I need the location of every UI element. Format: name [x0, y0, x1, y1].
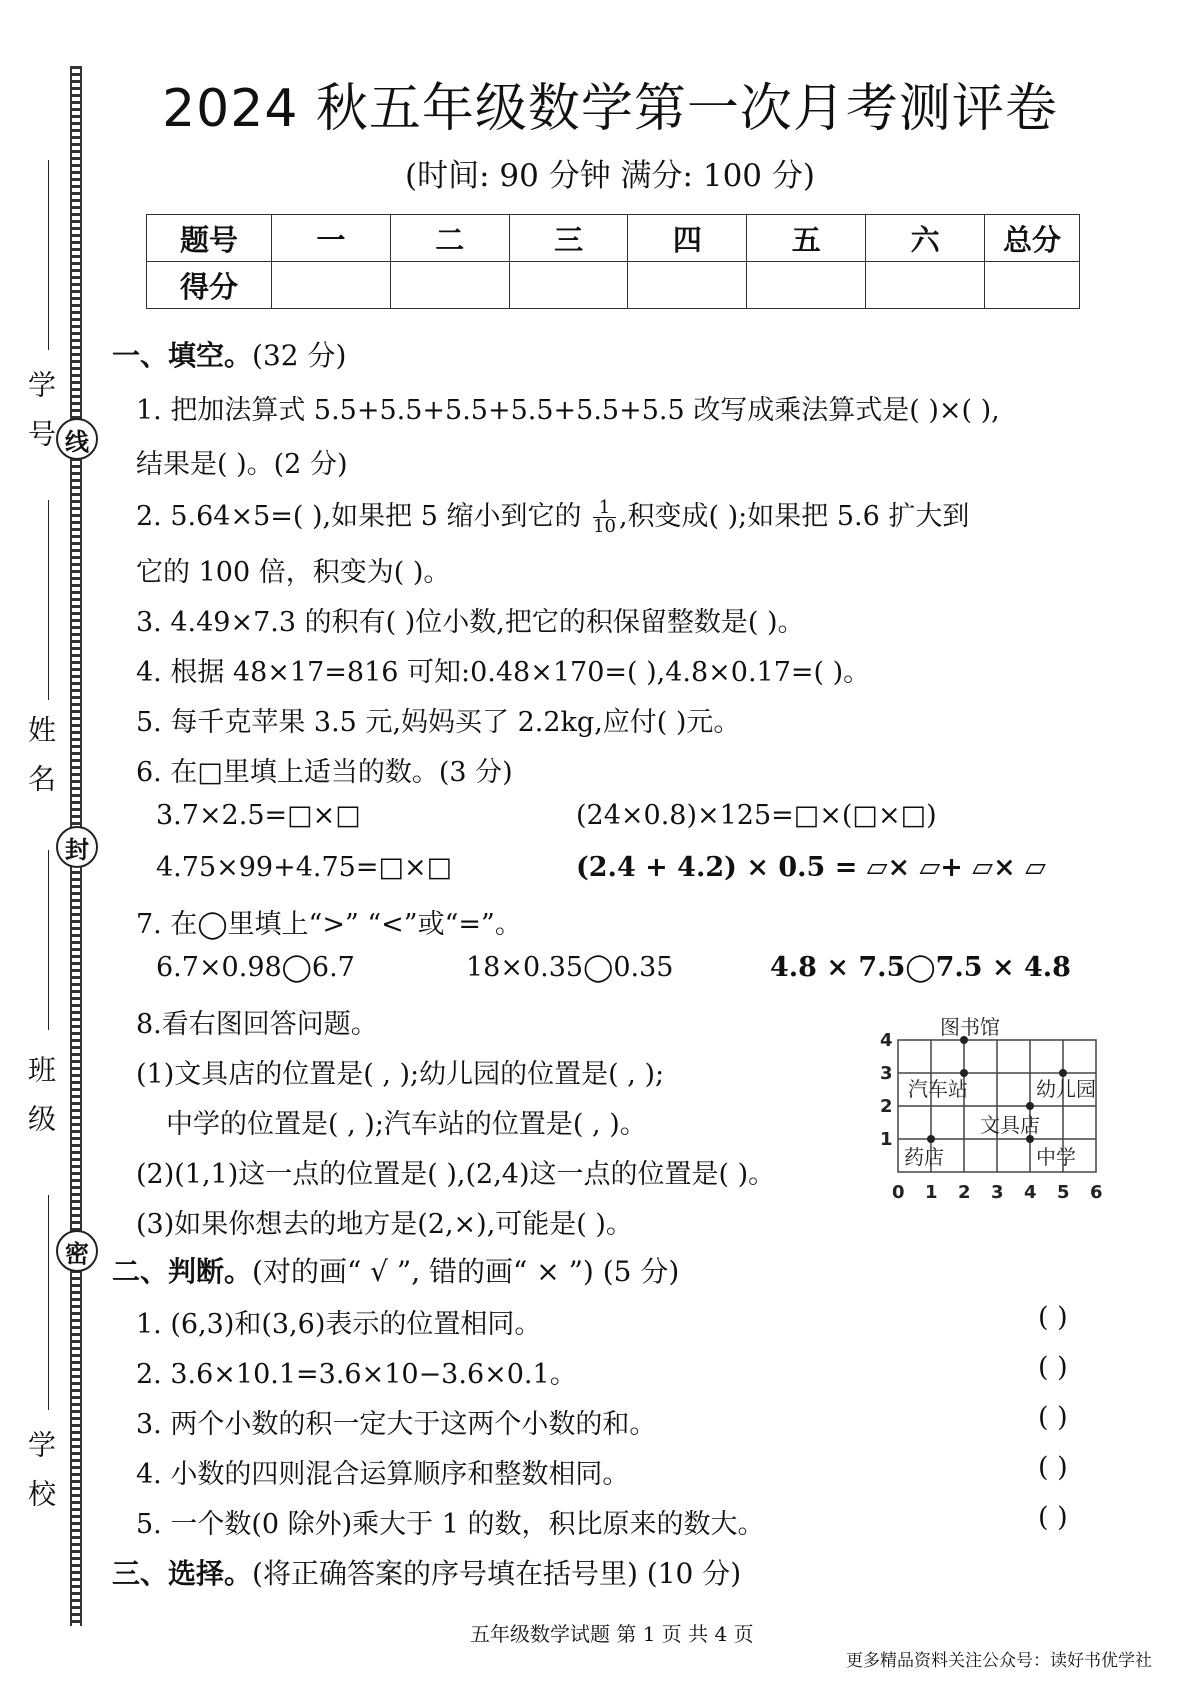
fraction-numerator: 1 — [593, 499, 616, 518]
school-line — [48, 1195, 49, 1410]
section2-instruction: (对的画“ √ ”, 错的画“ × ”) (5 分) — [252, 1255, 680, 1288]
q6-equation-b: (24×0.8)×125=□×(□×□) — [576, 800, 937, 831]
student-id-line — [48, 160, 49, 350]
score-cell[interactable] — [272, 262, 391, 309]
class-label: 班 级 — [24, 1055, 57, 1138]
seal-xian: 线 — [56, 418, 98, 460]
judge-answer-blank[interactable]: ( ) — [1038, 1352, 1068, 1383]
map-label-school: 中学 — [1036, 1145, 1076, 1169]
student-id-label: 学 号 — [24, 370, 57, 453]
map-x-tick: 2 — [958, 1182, 971, 1203]
map-point-bus-station — [960, 1069, 968, 1077]
score-header-cell: 六 — [866, 215, 985, 262]
map-y-tick: 4 — [880, 1030, 893, 1051]
exam-info: (时间: 90 分钟 满分: 100 分) — [405, 158, 815, 194]
score-cell[interactable] — [390, 262, 509, 309]
section3-heading — [112, 1552, 741, 1592]
q2-text-pre: 2. 5.64×5=( ),如果把 5 缩小到它的 — [136, 501, 591, 532]
q7-line: 7. 在◯里填上“>” “<”或“=”。 — [136, 909, 522, 940]
q3-line: 3. 4.49×7.3 的积有( )位小数,把它的积保留整数是( )。 — [136, 607, 805, 638]
map-y-tick: 1 — [880, 1129, 893, 1150]
map-x-tick: 0 — [892, 1182, 905, 1203]
q8-line: 8.看右图回答问题。 — [136, 1009, 378, 1040]
section3-title: 三、选择。 — [112, 1557, 253, 1590]
judge-item: 5. 一个数(0 除外)乘大于 1 的数，积比原来的数大。 — [136, 1509, 765, 1540]
map-label-kindergarten: 幼儿园 — [1036, 1077, 1096, 1101]
q6-equation-d: (2.4 + 4.2) × 0.5 = ▱× ▱+ ▱× ▱ — [576, 852, 1046, 883]
q1-line-a: 1. 把加法算式 5.5+5.5+5.5+5.5+5.5+5.5 改写成乘法算式是( )×( ), — [136, 395, 1000, 426]
map-x-tick: 1 — [925, 1182, 938, 1203]
map-y-tick: 2 — [880, 1096, 893, 1117]
map-x-tick: 6 — [1090, 1182, 1103, 1203]
judge-answer-blank[interactable]: ( ) — [1038, 1502, 1068, 1533]
q5-line: 5. 每千克苹果 3.5 元,妈妈买了 2.2kg,应付( )元。 — [136, 707, 741, 738]
section2-heading — [112, 1250, 679, 1290]
judge-item: 3. 两个小数的积一定大于这两个小数的和。 — [136, 1409, 657, 1440]
q6-equation-c: 4.75×99+4.75=□×□ — [156, 852, 453, 883]
score-header-cell: 四 — [628, 215, 747, 262]
map-x-tick: 3 — [991, 1182, 1004, 1203]
score-header-cell: 总分 — [985, 215, 1080, 262]
q8-part3: (3)如果你想去的地方是(2,×),可能是( )。 — [136, 1209, 633, 1240]
name-line — [48, 500, 49, 700]
section1-points: (32 分) — [252, 339, 347, 372]
score-cell[interactable] — [509, 262, 628, 309]
score-header-cell: 五 — [747, 215, 866, 262]
score-cell[interactable] — [747, 262, 866, 309]
map-label-bus-station: 汽车站 — [908, 1077, 968, 1101]
school-label: 学 校 — [24, 1430, 57, 1513]
location-grid-map — [876, 1012, 1106, 1212]
judge-answer-blank[interactable]: ( ) — [1038, 1302, 1068, 1333]
q8-part1-a: (1)文具店的位置是( , );幼儿园的位置是( , ); — [136, 1059, 665, 1090]
q6-line: 6. 在□里填上适当的数。(3 分) — [136, 757, 513, 788]
q6-equation-a: 3.7×2.5=□×□ — [156, 800, 361, 831]
q2-line-b: 它的 100 倍，积变为( )。 — [136, 557, 451, 588]
map-x-tick: 4 — [1024, 1182, 1037, 1203]
q8-part1-b: 中学的位置是( , );汽车站的位置是( , )。 — [166, 1109, 647, 1140]
judge-item: 2. 3.6×10.1=3.6×10−3.6×0.1。 — [136, 1359, 577, 1390]
page-footer: 五年级数学试题 第 1 页 共 4 页 — [470, 1622, 754, 1646]
section1-heading — [112, 334, 346, 374]
score-cell[interactable] — [628, 262, 747, 309]
map-label-library: 图书馆 — [940, 1015, 1000, 1039]
score-table — [146, 214, 1080, 309]
seal-feng: 封 — [56, 826, 98, 868]
q2-line-a — [136, 494, 969, 536]
fraction-denominator: 10 — [593, 516, 616, 537]
score-row-label: 得分 — [147, 262, 272, 309]
q4-line: 4. 根据 48×17=816 可知:0.48×170=( ),4.8×0.17=( )。 — [136, 657, 871, 688]
score-header-cell: 三 — [509, 215, 628, 262]
score-header-cell: 一 — [272, 215, 391, 262]
fraction-one-tenth — [593, 499, 616, 536]
page-title: 2024 秋五年级数学第一次月考测评卷 — [162, 79, 1058, 139]
promo-footer: 更多精品资料关注公众号：读好书优学社 — [846, 1651, 1152, 1671]
q7-compare-c: 4.8 × 7.5◯7.5 × 4.8 — [770, 952, 1071, 983]
section2-title: 二、判断。 — [112, 1255, 253, 1288]
score-cell[interactable] — [866, 262, 985, 309]
judge-item: 4. 小数的四则混合运算顺序和整数相同。 — [136, 1459, 630, 1490]
q8-part2: (2)(1,1)这一点的位置是( ),(2,4)这一点的位置是( )。 — [136, 1159, 776, 1190]
score-header-cell: 题号 — [147, 215, 272, 262]
q2-text-post: ,积变成( );如果把 5.6 扩大到 — [618, 501, 970, 532]
map-y-tick: 3 — [880, 1063, 893, 1084]
q7-compare-a: 6.7×0.98◯6.7 — [156, 952, 355, 983]
seal-mi: 密 — [56, 1230, 98, 1272]
judge-item: 1. (6,3)和(3,6)表示的位置相同。 — [136, 1309, 542, 1340]
map-label-pharmacy: 药店 — [904, 1145, 944, 1169]
section3-instruction: (将正确答案的序号填在括号里) (10 分) — [252, 1557, 742, 1590]
judge-answer-blank[interactable]: ( ) — [1038, 1452, 1068, 1483]
judge-answer-blank[interactable]: ( ) — [1038, 1402, 1068, 1433]
q7-compare-b: 18×0.35◯0.35 — [466, 952, 674, 983]
map-point-pharmacy — [927, 1135, 935, 1143]
score-header-cell: 二 — [390, 215, 509, 262]
score-table-header-row — [147, 215, 1080, 262]
map-label-stationery: 文具店 — [980, 1113, 1040, 1137]
q1-line-b: 结果是( )。(2 分) — [136, 449, 348, 480]
score-table-score-row — [147, 262, 1080, 309]
score-cell[interactable] — [985, 262, 1080, 309]
name-label: 姓 名 — [24, 715, 57, 798]
section1-title: 一、填空。 — [112, 339, 253, 372]
map-point-stationery — [1026, 1102, 1034, 1110]
class-line — [48, 850, 49, 1030]
map-point-kindergarten — [1059, 1069, 1067, 1077]
map-x-tick: 5 — [1057, 1182, 1070, 1203]
